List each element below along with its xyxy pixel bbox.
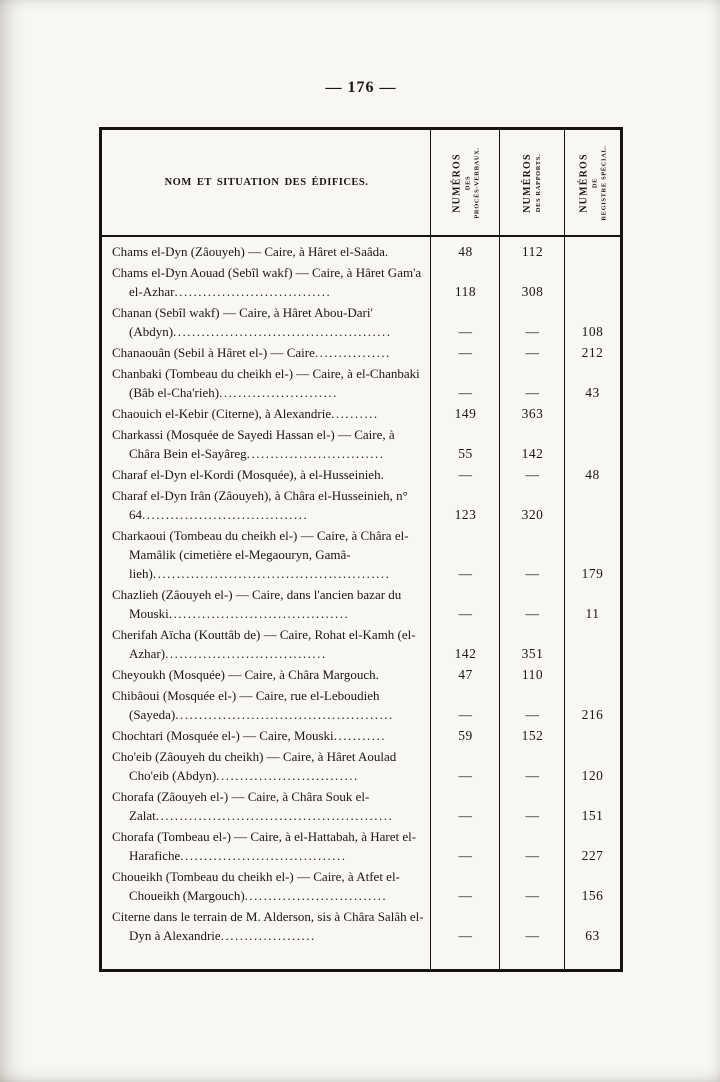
- leader-dots: ...................................: [142, 507, 309, 522]
- cell-proces-verbaux: 123: [454, 507, 477, 522]
- header-line: DES RAPPORTS.: [534, 153, 542, 212]
- edifice-name-text: Chochtari (Mosquée el-) — Caire, Mouski: [112, 728, 334, 743]
- cell-registre-special: 11: [585, 606, 600, 621]
- edifice-name: [102, 907, 431, 945]
- edifice-name: [102, 465, 431, 484]
- edifice-name: [102, 665, 431, 684]
- cell-proces-verbaux: 142: [454, 646, 477, 661]
- cell-proces-verbaux: —: [458, 848, 473, 863]
- column-header-proces-verbaux: [431, 130, 500, 235]
- edifice-name-text: Charaf el-Dyn Irân (Zâouyeh), à Châra el-Husseinieh, n° 64: [112, 488, 408, 522]
- leader-dots: ...................................: [180, 848, 347, 863]
- edifice-name-text: Cheyoukh (Mosquée) — Caire, à Châra Margouch.: [112, 667, 379, 682]
- cell-rapports: —: [525, 928, 540, 943]
- column-header-name: NOM ET SITUATION DES ÉDIFICES.: [164, 177, 369, 188]
- rotated-header: [578, 145, 607, 220]
- cell-rapports: 320: [521, 507, 544, 522]
- cell-registre-special: 227: [581, 848, 604, 863]
- table-row: [102, 465, 620, 484]
- table-row: [102, 907, 620, 945]
- table-row: [102, 425, 620, 463]
- edifice-name: [102, 343, 431, 362]
- edifice-name: [102, 747, 431, 785]
- header-line: PROCÈS-VERBAUX.: [473, 146, 480, 219]
- cell-rapports: 308: [521, 284, 544, 299]
- edifice-name: [102, 585, 431, 623]
- edifice-name: [102, 303, 431, 341]
- column-header-rapports: [500, 130, 565, 235]
- leader-dots: ..............................................: [175, 707, 394, 722]
- leader-dots: ..................................................: [152, 566, 391, 581]
- cell-registre-special: 156: [581, 888, 604, 903]
- table-row: [102, 364, 620, 402]
- leader-dots: ................: [314, 345, 391, 360]
- edifice-name-text: Chaouich el-Kebir (Citerne), à Alexandrie: [112, 406, 332, 421]
- rotated-header: [451, 147, 480, 218]
- table-row: [102, 263, 620, 301]
- cell-proces-verbaux: —: [458, 888, 473, 903]
- header-line: DE: [591, 177, 598, 188]
- cell-proces-verbaux: —: [458, 606, 473, 621]
- cell-registre-special: 108: [581, 324, 604, 339]
- edifice-name-text: Cho'eib (Zâouyeh du cheikh) — Caire, à Hâret Aoulad Cho'eib (Abdyn): [112, 749, 397, 783]
- cell-rapports: —: [525, 768, 540, 783]
- cell-registre-special: 151: [581, 808, 604, 823]
- cell-rapports: 152: [521, 728, 544, 743]
- cell-rapports: 351: [521, 646, 544, 661]
- leader-dots: ......................................: [168, 606, 350, 621]
- edifices-table: [99, 127, 623, 972]
- edifice-name: [102, 263, 431, 301]
- table-row: [102, 827, 620, 865]
- table-row: [102, 787, 620, 825]
- cell-proces-verbaux: —: [458, 928, 473, 943]
- cell-proces-verbaux: —: [458, 808, 473, 823]
- cell-rapports: —: [525, 888, 540, 903]
- edifice-name-text: Citerne dans le terrain de M. Alderson, sis à Châra Salâh el-Dyn à Alexandrie: [112, 909, 424, 943]
- table-row: [102, 665, 620, 684]
- table-row: [102, 625, 620, 663]
- edifice-name: [102, 486, 431, 524]
- header-line: DES: [464, 175, 471, 190]
- cell-proces-verbaux: —: [458, 345, 473, 360]
- cell-rapports: 110: [521, 667, 544, 682]
- edifice-name: [102, 404, 431, 423]
- leader-dots: ....................: [220, 928, 316, 943]
- edifice-name-text: Charkaoui (Tombeau du cheikh el-) — Caire, à Châra el-Mamâlik (cimetière el-Megaouryn, Gamâ-lieh): [112, 528, 409, 581]
- leader-dots: ..................................................: [155, 808, 394, 823]
- edifice-name: [102, 625, 431, 663]
- leader-dots: ..............................: [244, 888, 388, 903]
- table-row: [102, 867, 620, 905]
- cell-proces-verbaux: —: [458, 566, 473, 581]
- edifice-name-text: Chams el-Dyn Aouad (Sebîl wakf) — Caire, à Hâret Gam'a el-Azhar: [112, 265, 422, 299]
- cell-rapports: —: [525, 848, 540, 863]
- edifice-name: [102, 827, 431, 865]
- header-line: NUMÉROS: [521, 152, 533, 213]
- table-row: [102, 343, 620, 362]
- table-row: [102, 404, 620, 423]
- edifice-name: [102, 867, 431, 905]
- leader-dots: .................................: [174, 284, 332, 299]
- cell-proces-verbaux: —: [458, 768, 473, 783]
- page-number: — 176 —: [325, 79, 397, 96]
- edifice-name-text: Chazlieh (Zâouyeh el-) — Caire, dans l'ancien bazar du Mouski: [112, 587, 402, 621]
- cell-proces-verbaux: 118: [454, 284, 477, 299]
- edifice-name-text: Chorafa (Tombeau el-) — Caire, à el-Hattabah, à Haret el-Harafiche: [112, 829, 417, 863]
- leader-dots: .............................: [246, 446, 385, 461]
- cell-rapports: 112: [521, 244, 544, 259]
- cell-rapports: —: [525, 566, 540, 581]
- cell-registre-special: 48: [585, 467, 600, 482]
- cell-registre-special: 212: [581, 345, 604, 360]
- header-line: REGISTRE SPÉCIAL.: [600, 144, 607, 221]
- edifice-name: [102, 787, 431, 825]
- table-row: [102, 303, 620, 341]
- cell-proces-verbaux: —: [458, 467, 473, 482]
- column-header-registre-special: [565, 130, 620, 235]
- cell-rapports: —: [525, 808, 540, 823]
- table-row: [102, 585, 620, 623]
- table-row: [102, 526, 620, 583]
- table-header: [102, 130, 620, 237]
- edifice-name: [102, 526, 431, 583]
- table-body: [102, 237, 620, 969]
- cell-registre-special: 179: [581, 566, 604, 581]
- leader-dots: ..............................: [216, 768, 359, 783]
- cell-rapports: 142: [521, 446, 544, 461]
- edifice-name-text: Chanaouân (Sebil à Hâret el-) — Caire: [112, 345, 315, 360]
- edifice-name-text: Chanan (Sebîl wakf) — Caire, à Hâret Abou-Dari' (Abdyn): [112, 305, 373, 339]
- cell-rapports: —: [525, 385, 540, 400]
- cell-registre-special: 120: [581, 768, 604, 783]
- edifice-name-text: Cherifah Aïcha (Kouttâb de) — Caire, Rohat el-Kamh (el-Azhar): [112, 627, 416, 661]
- column-divider: [430, 130, 431, 969]
- leader-dots: .........................: [219, 385, 338, 400]
- table-row: [102, 686, 620, 724]
- cell-proces-verbaux: 48: [458, 244, 473, 259]
- column-divider: [499, 130, 500, 969]
- edifice-name-text: Chanbaki (Tombeau du cheikh el-) — Caire, à el-Chanbaki (Bâb el-Cha'rieh): [112, 366, 420, 400]
- table-row: [102, 242, 620, 261]
- cell-proces-verbaux: 59: [458, 728, 473, 743]
- table-row: [102, 747, 620, 785]
- cell-rapports: —: [525, 707, 540, 722]
- rotated-header: [522, 153, 544, 213]
- cell-proces-verbaux: —: [458, 324, 473, 339]
- cell-registre-special: 216: [581, 707, 604, 722]
- edifice-name-text: Charaf el-Dyn el-Kordi (Mosquée), à el-Husseinieh.: [112, 467, 384, 482]
- cell-rapports: —: [525, 324, 540, 339]
- edifice-name: [102, 726, 431, 745]
- cell-proces-verbaux: 47: [458, 667, 473, 682]
- cell-registre-special: 63: [585, 928, 600, 943]
- edifice-name-text: Chibâoui (Mosquée el-) — Caire, rue el-Leboudieh (Sayeda): [112, 688, 380, 722]
- cell-rapports: 363: [521, 406, 544, 421]
- leader-dots: ..................................: [165, 646, 327, 661]
- cell-proces-verbaux: —: [458, 385, 473, 400]
- header-line: NUMÉROS: [578, 152, 589, 213]
- edifice-name: [102, 425, 431, 463]
- cell-rapports: —: [525, 606, 540, 621]
- edifice-name-text: Chorafa (Zâouyeh el-) — Caire, à Châra Souk el-Zalat: [112, 789, 370, 823]
- edifice-name-text: Choueikh (Tombeau du cheikh el-) — Caire, à Atfet el-Choueikh (Margouch): [112, 869, 400, 903]
- edifice-name-text: Chams el-Dyn (Zâouyeh) — Caire, à Hâret el-Saâda.: [112, 244, 389, 259]
- cell-proces-verbaux: —: [458, 707, 473, 722]
- cell-proces-verbaux: 149: [454, 406, 477, 421]
- table-row: [102, 486, 620, 524]
- cell-proces-verbaux: 55: [458, 446, 473, 461]
- header-line: NUMÉROS: [451, 152, 462, 213]
- table-row: [102, 726, 620, 745]
- leader-dots: ..........: [331, 406, 379, 421]
- edifice-name: [102, 364, 431, 402]
- leader-dots: ...........: [333, 728, 386, 743]
- cell-rapports: —: [525, 345, 540, 360]
- edifice-name-text: Charkassi (Mosquée de Sayedi Hassan el-) — Caire, à Châra Bein el-Sayâreg: [112, 427, 395, 461]
- column-divider: [564, 130, 565, 969]
- edifice-name: [102, 686, 431, 724]
- edifice-name: [102, 242, 431, 261]
- cell-rapports: —: [525, 467, 540, 482]
- leader-dots: ..............................................: [173, 324, 392, 339]
- cell-registre-special: 43: [585, 385, 600, 400]
